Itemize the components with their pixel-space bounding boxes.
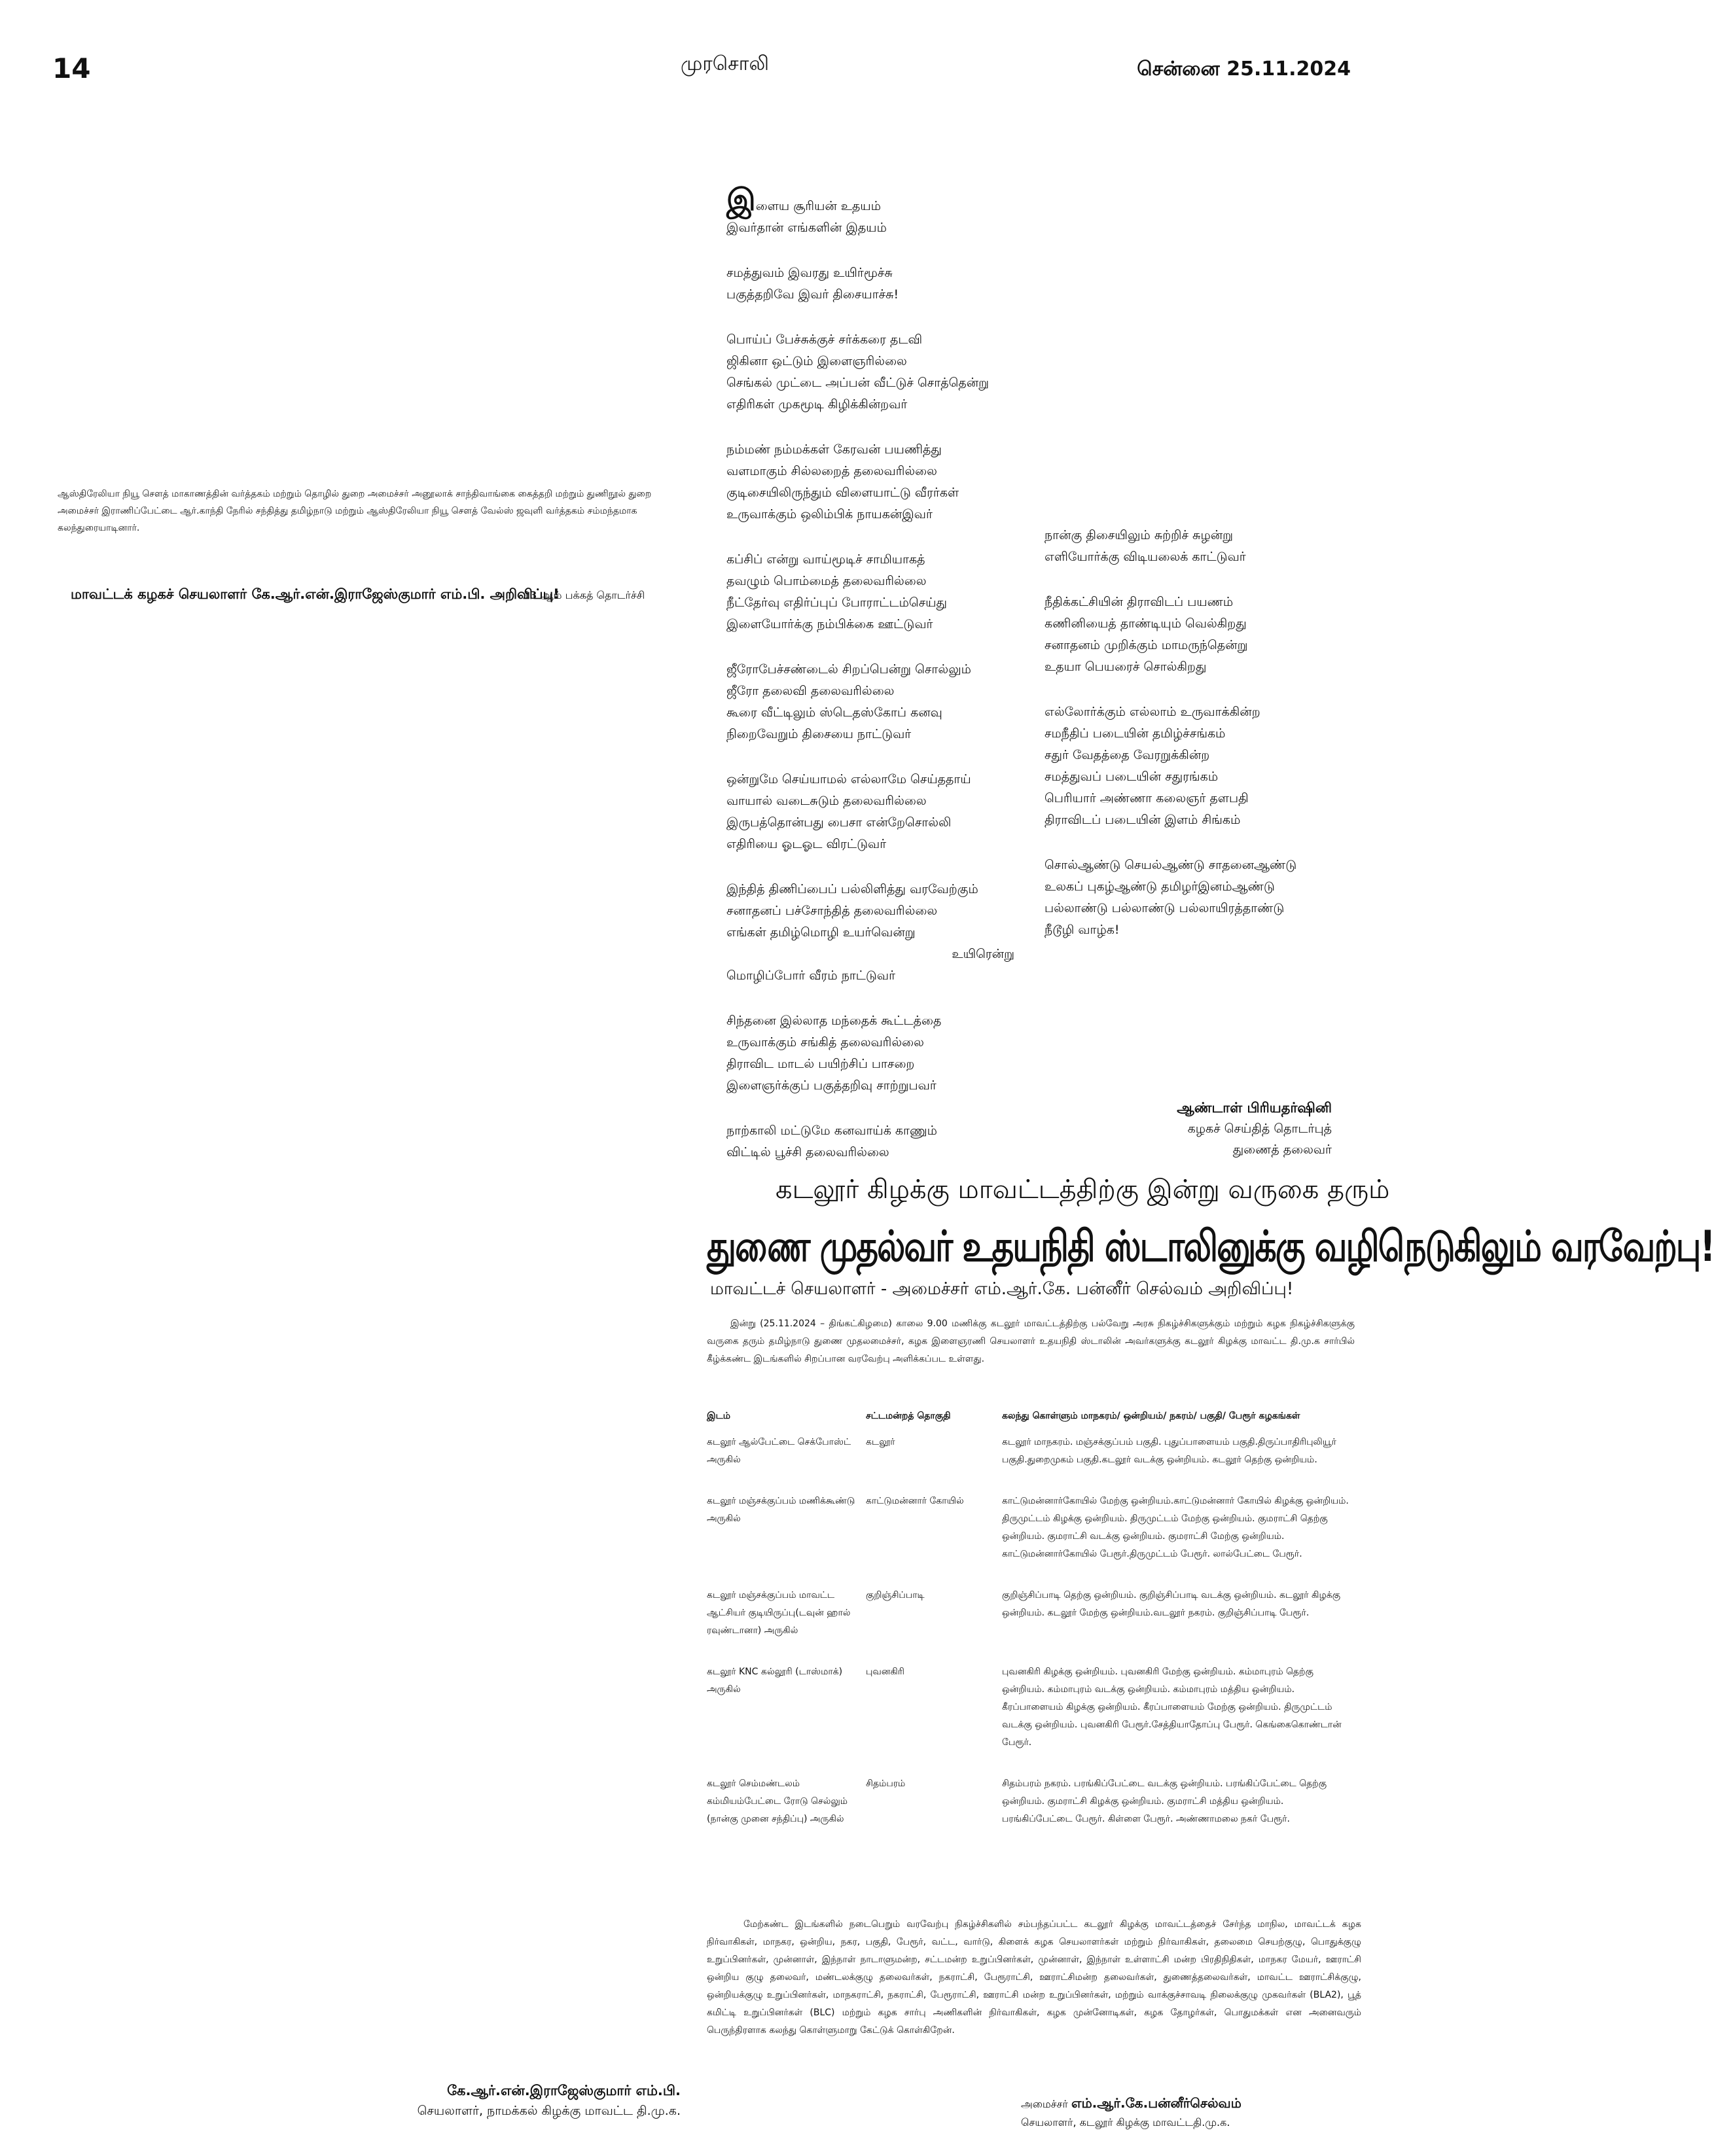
poem-line: கூரை வீட்டிலும் ஸ்டெதஸ்கோப் கனவு [726, 705, 942, 720]
left-signature-role: செயலாளர், நாமக்கல் கிழக்கு மாவட்ட தி.மு.க. [417, 2104, 681, 2118]
poem-stanza [726, 1120, 1014, 1163]
article-subhead: மாவட்டச் செயலாளர் - அமைச்சர் எம்.ஆர்.கே. பன்னீர் செல்வம் அறிவிப்பு! [710, 1279, 1294, 1299]
cell-place: கடலூர் ஆல்பேட்டை செக்போஸ்ட் அருகில் [707, 1437, 851, 1465]
table-row [707, 1771, 1361, 1848]
poem-line: குடிசையிலிருந்தும் விளையாட்டு வீரர்கள் [726, 486, 959, 500]
poem-line: சிந்தனை இல்லாத மந்தைக் கூட்டத்தை [726, 1014, 942, 1028]
poem-line: சொல்ஆண்டு செயல்ஆண்டு சாதனைஆண்டு [1044, 858, 1297, 872]
page-number: 14 [52, 52, 91, 84]
signature-role: செயலாளர், கடலூர் கிழக்கு மாவட்டதி.மு.க. [1021, 2116, 1230, 2129]
article-intro: இன்று (25.11.2024 – திங்கட்கிழமை) காலை 9.00 மணிக்கு கடலூர் மாவட்டத்திற்கு பல்வேறு அரசு நிகழ்ச்சிகளுக்கும் மற்றும் கழக நிகழ்ச்சிகளுக்கு வருகை தரும் தமிழ்நாடு துணை முதலமைச்சர், கழக இளைஞரணி செயலாளர் உதயநிதி ஸ்டாலின் அவர்களுக்கு கடலூர் கிழக்கு மாவட்ட தி.மு.க சார்பில் கீழ்க்கண்ட இடங்களில் சிறப்பான வரவேற்பு அளிக்கப்பட உள்ளது. [707, 1318, 1355, 1364]
cell-constituency: புவனகிரி [866, 1667, 904, 1677]
drop-cap: இ [726, 182, 756, 217]
signature-name: எம்.ஆர்.கே.பன்னீர்செல்வம் [1071, 2095, 1241, 2111]
table-header-row [707, 1405, 1361, 1430]
poem-line: இளைஞர்க்குப் பகுத்தறிவு சாற்றுபவர் [726, 1078, 937, 1093]
poem-line: பல்லாண்டு பல்லாண்டு பல்லாயிரத்தாண்டு [1044, 901, 1285, 915]
article-headline: துணை முதல்வர் உதயநிதி ஸ்டாலினுக்கு வழிநெடுகிலும் வரவேற்பு! [707, 1222, 1714, 1271]
poem-line: செங்கல் முட்டை அப்பன் வீட்டுச் சொத்தென்று [726, 376, 990, 390]
table-row [707, 1489, 1361, 1583]
poem-line: இருபத்தொன்பது பைசா என்றேசொல்லி [726, 815, 952, 830]
poem-line: ஒன்றுமே செய்யாமல் எல்லாமே செய்ததாய் [726, 772, 971, 786]
poem-line: கப்சிப் என்று வாய்மூடிச் சாமியாகத் [726, 552, 925, 567]
poem-line: உலகப் புகழ்ஆண்டு தமிழர்இனம்ஆண்டு [1044, 879, 1275, 894]
newspaper-name: முரசொலி [681, 52, 769, 75]
poem-line: எளியோர்க்கு விடியலைக் காட்டுவர் [1044, 550, 1246, 564]
poem-line: இவர்தான் எங்களின் இதயம் [726, 221, 887, 235]
poem-line [726, 182, 1014, 217]
signature-prefix: அமைச்சர் [1021, 2098, 1068, 2110]
poem-line: நாற்காலி மட்டுமே கனவாய்க் காணும் [726, 1123, 937, 1138]
poem-line: நீடூழி வாழ்க! [1044, 923, 1120, 937]
poem-author [1047, 1097, 1332, 1160]
poem-line: நீட்தேர்வு எதிர்ப்புப் போராட்டம்செய்து [726, 595, 947, 610]
cell-units: குறிஞ்சிப்பாடி தெற்கு ஒன்றியம். குறிஞ்சிப்பாடி வடக்கு ஒன்றியம். கடலூர் கிழக்கு ஒன்றியம். கடலூர் மேற்கு ஒன்றியம்.வடலூர் நகரம். குறிஞ்சிப்பாடி பேரூர். [1002, 1590, 1341, 1618]
poem-line: கணினியைத் தாண்டியும் வெல்கிறது [1044, 616, 1247, 631]
poem-line: சமத்துவம் இவரது உயிர்மூச்சு [726, 266, 893, 280]
poem-column-left [726, 182, 1014, 1187]
poem-line: பெரியார் அண்ணா கலைஞர் தளபதி [1044, 791, 1249, 805]
poem-line: நிறைவேறும் திசையை நாட்டுவர் [726, 727, 912, 741]
poem-line: சதுர் வேதத்தை வேரறுக்கின்ற [1044, 748, 1210, 762]
notice-heading: மாவட்டக் கழகச் செயலாளர் கே.ஆர்.என்.இராஜேஸ்குமார் எம்.பி. அறிவிப்பு! [71, 586, 560, 602]
cell-constituency: கடலூர் [866, 1437, 895, 1447]
article-kicker: கடலூர் கிழக்கு மாவட்டத்திற்கு இன்று வருகை தரும் [776, 1175, 1390, 1205]
poem-line: எங்கள் தமிழ்மொழி உயர்வென்று [726, 925, 916, 940]
left-signature [301, 2081, 681, 2121]
cell-place: கடலூர் செம்மண்டலம் கம்மியம்பேட்டை ரோடு செல்லும் (நான்கு முனை சந்திப்பு) அருகில் [707, 1778, 848, 1824]
poem-line: சனாதனப் பச்சோந்தித் தலைவரில்லை [726, 904, 938, 918]
poem-line: ஜீரோ தலைவி தலைவரில்லை [726, 684, 895, 698]
poem-stanza [726, 329, 1014, 415]
cell-units: கடலூர் மாநகரம். மஞ்சக்குப்பம் பகுதி. புதுப்பாளையம் பகுதி.திருப்பாதிரிபுலியூர் பகுதி.துறைமுகம் பகுதி.கடலூர் வடக்கு ஒன்றியம். கடலூர் தெற்கு ஒன்றியம். [1002, 1437, 1336, 1465]
poem-line: சனாதனம் முறிக்கும் மாமருந்தென்று [1044, 638, 1248, 652]
poem-line: திராவிடப் படையின் இளம் சிங்கம் [1044, 813, 1241, 827]
table-row [707, 1583, 1361, 1659]
cell-constituency: குறிஞ்சிப்பாடி [866, 1590, 925, 1600]
continued-label: 13 ஆம் பக்கத் தொடர்ச்சி [524, 589, 645, 601]
poem-line: எதிரியை ஓடஓட விரட்டுவர் [726, 837, 887, 851]
poem-stanza [726, 769, 1014, 855]
poem-line: இளையோர்க்கு நம்பிக்கை ஊட்டுவர் [726, 617, 933, 631]
poem-line: சமத்துவப் படையின் சதுரங்கம் [1044, 769, 1219, 784]
poem-stanza [1044, 592, 1332, 678]
column-header-constituency: சட்டமன்றத் தொகுதி [866, 1411, 951, 1421]
city-date: சென்னை 25.11.2024 [1137, 58, 1351, 80]
poem-line: தவழும் பொம்மைத் தலைவரில்லை [726, 574, 927, 588]
cell-units: சிதம்பரம் நகரம். பரங்கிப்பேட்டை வடக்கு ஒன்றியம். பரங்கிப்பேட்டை தெற்கு ஒன்றியம். குமராட்சி கிழக்கு ஒன்றியம். குமராட்சி மத்திய ஒன்றியம். பரங்கிப்பேட்டை பேரூர். கிள்ளை பேரூர். அண்ணாமலை நகர் பேரூர். [1002, 1778, 1327, 1824]
author-role-2: துணைத் தலைவர் [1232, 1142, 1332, 1157]
poem-line: எல்லோர்க்கும் எல்லாம் உருவாக்கின்ற [1044, 705, 1260, 719]
poem-line: திராவிட மாடல் பயிற்சிப் பாசறை [726, 1057, 915, 1071]
poem-stanza [726, 182, 1014, 239]
cell-constituency: காட்டுமன்னார் கோயில் [866, 1496, 964, 1506]
column-header-units: கலந்து கொள்ளும் மாநகரம்/ ஒன்றியம்/ நகரம்/ பகுதி/ பேரூர் கழகங்கள் [1002, 1411, 1300, 1421]
article-closing: மேற்கண்ட இடங்களில் நடைபெறும் வரவேற்பு நிகழ்ச்சிகளில் சம்பந்தப்பட்ட கடலூர் கிழக்கு மாவட்டத்தைச் சேர்ந்த மாநில, மாவட்டக் கழக நிர்வாகிகள், மாநகர, ஒன்றிய, நகர, பகுதி, பேரூர், வட்ட, வார்டு, கிளைக் கழக செயலாளர்கள் மற்றும் நிர்வாகிகள், தலைமை செயற்குழு, பொதுக்குழு உறுப்பினர்கள், முன்னாள், இந்நாள் நாடாளுமன்ற, சட்டமன்ற உறுப்பினர்கள், முன்னாள், இந்நாள் உள்ளாட்சி மன்ற பிரதிநிதிகள், மாநகர மேயர், ஊராட்சி ஒன்றிய குழு தலைவர், மண்டலக்குழு தலைவர்கள், நகராட்சி, பேரூராட்சி, ஊராட்சிமன்ற தலைவர்கள், துணைத்தலைவர்கள், மாவட்ட ஊராட்சிக்குழு, ஒன்றியக்குழு உறுப்பினர்கள், மாநகராட்சி, நகராட்சி, பேரூராட்சி, ஊராட்சி மன்ற உறுப்பினர்கள், மற்றும் வாக்குச்சாவடி நிலைக்குழு முகவர்கள் (BLA2), பூத் கமிட்டி உறுப்பினர்கள் (BLC) மற்றும் கழக சார்பு அணிகளின் நிர்வாகிகள், கழக முன்னோடிகள், கழக தோழர்கள், பொதுமக்கள் என அனைவரும் பெருந்திரளாக கலந்து கொள்ளுமாறு கேட்டுக் கொள்கிறேன். [707, 1919, 1361, 2036]
poem-line: நீதிக்கட்சியின் திராவிடப் பயணம் [1044, 595, 1234, 609]
poem-stanza [1044, 701, 1332, 831]
author-name: ஆண்டாள் பிரியதர்ஷினி [1177, 1100, 1332, 1116]
poem-line: உதயா பெயரைச் சொல்கிறது [1044, 660, 1207, 674]
cell-units: காட்டுமன்னார்கோயில் மேற்கு ஒன்றியம்.காட்டுமன்னார் கோயில் கிழக்கு ஒன்றியம். திருமுட்டம் கிழக்கு ஒன்றியம். திருமுட்டம் மேற்கு ஒன்றியம். குமராட்சி தெற்கு ஒன்றியம். குமராட்சி வடக்கு ஒன்றியம். குமராட்சி மேற்கு ஒன்றியம். காட்டுமன்னார்கோயில் பேரூர்.திருமுட்டம் பேரூர். லால்பேட்டை பேரூர். [1002, 1496, 1349, 1559]
table-row [707, 1659, 1361, 1771]
poem-line-text: ளைய சூரியன் உதயம் [755, 199, 882, 213]
poem-line: ஜீரோபேச்சண்டைல் சிறப்பென்று சொல்லும் [726, 662, 971, 677]
poem-line: பகுத்தறிவே இவர் திசையாச்சு! [726, 287, 899, 302]
column-header-place: இடம் [707, 1411, 731, 1421]
schedule-table [707, 1405, 1361, 1848]
poem-stanza [1044, 855, 1332, 941]
poem-line: உருவாக்கும் ஒலிம்பிக் நாயகன்இவர் [726, 507, 933, 521]
poem-line: வாயால் வடைசுடும் தலைவரில்லை [726, 794, 927, 808]
poem-line: சமநீதிப் படையின் தமிழ்ச்சங்கம் [1044, 726, 1226, 741]
poem-stanza [726, 549, 1014, 635]
author-role: கழகச் செய்தித் தொடர்புத் [1187, 1122, 1332, 1136]
poem-line: நான்கு திசையிலும் சுற்றிச் சுழன்று [1044, 528, 1234, 542]
poem-line: பொய்ப் பேச்சுக்குச் சர்க்கரை தடவி [726, 332, 923, 347]
poem-line: எதிரிகள் முகமூடி கிழிக்கின்றவர் [726, 397, 908, 412]
poem-stanza [726, 262, 1014, 306]
cell-place: கடலூர் மஞ்சக்குப்பம் மாவட்ட ஆட்சியர் குடியிருப்பு(டவுன் ஹால் ரவுண்டானா) அருகில் [707, 1590, 851, 1636]
poem-stanza [726, 659, 1014, 745]
poem-line: இந்தித் திணிப்பைப் பல்லிளித்து வரவேற்கும் [726, 882, 978, 896]
table-row [707, 1430, 1361, 1489]
poem-line: உருவாக்கும் சங்கித் தலைவரில்லை [726, 1035, 924, 1050]
poem-line: விட்டில் பூச்சி தலைவரில்லை [726, 1145, 889, 1159]
cell-constituency: சிதம்பரம் [866, 1778, 906, 1789]
article-signature [1021, 2094, 1361, 2132]
poem-stanza [726, 439, 1014, 525]
poem-line: மொழிப்போர் வீரம் நாட்டுவர் [726, 968, 896, 983]
poem-line: உயிரென்று [952, 947, 1014, 961]
poem-stanza [726, 879, 1014, 987]
poem-stanza [1044, 525, 1332, 568]
poem-line: ஜிகினா ஒட்டும் இளைஞரில்லை [726, 354, 907, 368]
left-signature-name: கே.ஆர்.என்.இராஜேஸ்குமார் எம்.பி. [447, 2083, 681, 2098]
cell-units: புவனகிரி கிழக்கு ஒன்றியம். புவனகிரி மேற்கு ஒன்றியம். கம்மாபுரம் தெற்கு ஒன்றியம். கம்மாபுரம் வடக்கு ஒன்றியம். கம்மாபுரம் மத்திய ஒன்றியம். கீரப்பாளையம் கிழக்கு ஒன்றியம். கீரப்பாளையம் மேற்கு ஒன்றியம். திருமுட்டம் வடக்கு ஒன்றியம். புவனகிரி பேரூர்.சேத்தியாதோப்பு பேரூர். கெங்கைகொண்டான் பேரூர். [1002, 1667, 1342, 1748]
cell-place: கடலூர் மஞ்சக்குப்பம் மணிக்கூண்டு அருகில் [707, 1496, 855, 1524]
poem-line: நம்மண் நம்மக்கள் கேரவன் பயணித்து [726, 442, 942, 457]
photo-caption: ஆஸ்திரேலியா நியூ சௌத் மாகாணத்தின் வர்த்தகம் மற்றும் தொழில் துறை அமைச்சர் அனூலாக் சாந்திவாங்கை கைத்தறி மற்றும் துணிநூல் துறை அமைச்சர் இராணிப்பேட்டை ஆர்.காந்தி நேரில் சந்தித்து தமிழ்நாடு மற்றும் ஆஸ்திரேலியா நியூ சௌத் வேல்ஸ் ஜவுளி வர்த்தகம் சம்மந்தமாக கலந்துரையாடினார். [58, 489, 652, 533]
poem-line: வளமாகும் சில்லறைத் தலைவரில்லை [726, 464, 937, 478]
cell-place: கடலூர் KNC கல்லூரி (டாஸ்மாக்) அருகில் [707, 1667, 843, 1695]
poem-column-right [1044, 525, 1332, 964]
poem-stanza [726, 1010, 1014, 1097]
